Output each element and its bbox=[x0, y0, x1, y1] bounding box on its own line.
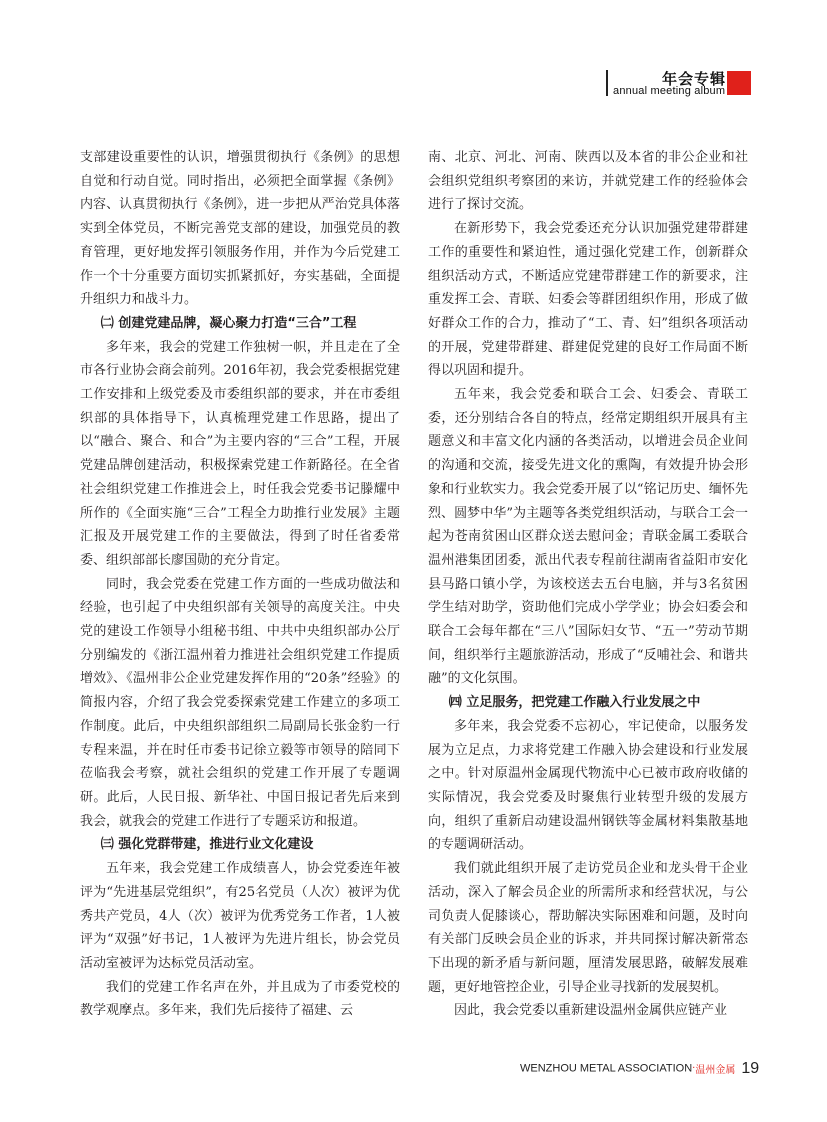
section-heading: ㈢ 强化党群带建，推进行业文化建设 bbox=[100, 837, 314, 853]
right-column bbox=[428, 146, 748, 1023]
footer-cn-name: 温州金属 bbox=[695, 1065, 736, 1076]
paragraph: 支部建设重要性的认识，增强贯彻执行《条例》的思想自觉和行动自觉。同时指出，必须把全面掌握《条例》内容、认真贯彻执行《条例》，进一步把从严治党具体落实到全体党员，不断完善党支部的建设，加强党员的教育管理，更好地发挥引领服务作用，并作为今后党建工作一个十分重要方面切实抓紧抓好，夯实基础，全面提升组织力和战斗力。 bbox=[80, 150, 400, 308]
header-red-square bbox=[727, 71, 751, 95]
page-number: 19 bbox=[741, 1059, 760, 1077]
paragraph: 我们的党建工作名声在外，并且成为了市委党校的教学观摩点。多年来，我们先后接待了福建、云 bbox=[80, 979, 400, 1019]
paragraph: 因此，我会党委以重新建设温州金属供应链产业 bbox=[454, 1003, 728, 1019]
paragraph: 五年来，我会党委和联合工会、妇委会、青联工委，还分别结合各自的特点，经常定期组织开展具有主题意义和丰富文化内涵的各类活动，以增进会员企业间的沟通和交流，接受先进文化的熏陶，有效提升协会形象和行业软实力。我会党委开展了以“铭记历史、缅怀先烈、圆梦中华”为主题等各类党组织活动，与联合工会一起为苍南贫困山区群众送去慰问金；青联金属工委联合温州港集团团委，派出代表专程前往湖南省益阳市安化县马路口镇小学，为该校送去五台电脑，并与3名贫困学生结对助学，资助他们完成小学学业；协会妇委会和联合工会每年都在“三八”国际妇女节、“五一”劳动节期间，组织举行主题旅游活动，形成了“反哺社会、和谐共融”的文化氛围。 bbox=[428, 387, 748, 687]
footer-association: WENZHOU METAL ASSOCIATION bbox=[520, 1062, 693, 1075]
section-heading: ㈣ 立足服务，把党建工作融入行业发展之中 bbox=[448, 695, 701, 711]
left-column bbox=[80, 146, 400, 1023]
paragraph: 南、北京、河北、河南、陕西以及本省的非公企业和社会组织党组织考察团的来访，并就党建工作的经验体会进行了探讨交流。 bbox=[428, 150, 748, 213]
paragraph: 在新形势下，我会党委还充分认识加强党建带群建工作的重要性和紧迫性，通过强化党建工作，创新群众组织活动方式，不断适应党建带群建工作的新要求，注重发挥工会、青联、妇委会等群团组织作用，形成了做好群众工作的合力，推动了“工、青、妇”组织各项活动的开展，党建带群建、群建促党建的良好工作局面不断得以巩固和提升。 bbox=[428, 221, 748, 379]
section-header bbox=[606, 68, 766, 100]
header-title: 年会专辑 bbox=[662, 70, 727, 88]
paragraph: 多年来，我会党委不忘初心，牢记使命，以服务发展为立足点，力求将党建工作融入协会建设和行业发展之中。针对原温州金属现代物流中心已被市政府收储的实际情况，我会党委及时聚焦行业转型升级的发展方向，组织了重新启动建设温州钢铁等金属材料集散基地的专题调研活动。 bbox=[428, 718, 748, 853]
section-heading: ㈡ 创建党建品牌，凝心聚力打造“三合”工程 bbox=[100, 315, 357, 331]
header-divider bbox=[606, 70, 608, 96]
header-subtitle: annual meeting album bbox=[613, 85, 726, 97]
paragraph: 我们就此组织开展了走访党员企业和龙头骨干企业活动，深入了解会员企业的所需所求和经营状况，与公司负责人促膝谈心，帮助解决实际困难和问题，及时向有关部门反映会员企业的诉求，并共同探讨解决新常态下出现的新矛盾与新问题，厘清发展思路，破解发展难题，更好地管控企业，引导企业寻找新的发展契机。 bbox=[428, 861, 748, 995]
page-footer bbox=[520, 1058, 760, 1080]
paragraph: 多年来，我会的党建工作独树一帜，并且走在了全市各行业协会商会前列。2016年初，我会党委根据党建工作安排和上级党委及市委组织部的要求，并在市委组织部的具体指导下，认真梳理党建工作思路，提出了以“融合、聚合、和合”为主要内容的“三合”工程，开展党建品牌创建活动，积极探索党建工作新路径。在全省社会组织党建工作推进会上，时任我会党委书记滕耀中所作的《全面实施“三合”工程全力助推行业发展》主题汇报及开展党建工作的主要做法，得到了时任省委常委、组织部部长廖国勋的充分肯定。 bbox=[80, 339, 400, 568]
paragraph: 五年来，我会党建工作成绩喜人，协会党委连年被评为“先进基层党组织”，有25名党员（人次）被评为优秀共产党员，4人（次）被评为优秀党务工作者，1人被评为“双强”好书记，1人被评为先进片组长，协会党员活动室被评为达标党员活动室。 bbox=[80, 861, 400, 971]
paragraph: 同时，我会党委在党建工作方面的一些成功做法和经验，也引起了中央组织部有关领导的高度关注。中央党的建设工作领导小组秘书组、中共中央组织部办公厅分别编发的《浙江温州着力推进社会组织党建工作提质增效》、《温州非公企业党建发挥作用的“20条”经验》的简报内容，介绍了我会党委探索党建工作建立的多项工作制度。此后，中央组织部组织二局副局长张金豹一行专程来温，并在时任市委书记徐立毅等市领导的陪同下莅临我会考察，就社会组织的党建工作开展了专题调研。此后，人民日报、新华社、中国日报记者先后来到我会，就我会的党建工作进行了专题采访和报道。 bbox=[80, 576, 400, 829]
footer-separator: · bbox=[692, 1063, 696, 1074]
